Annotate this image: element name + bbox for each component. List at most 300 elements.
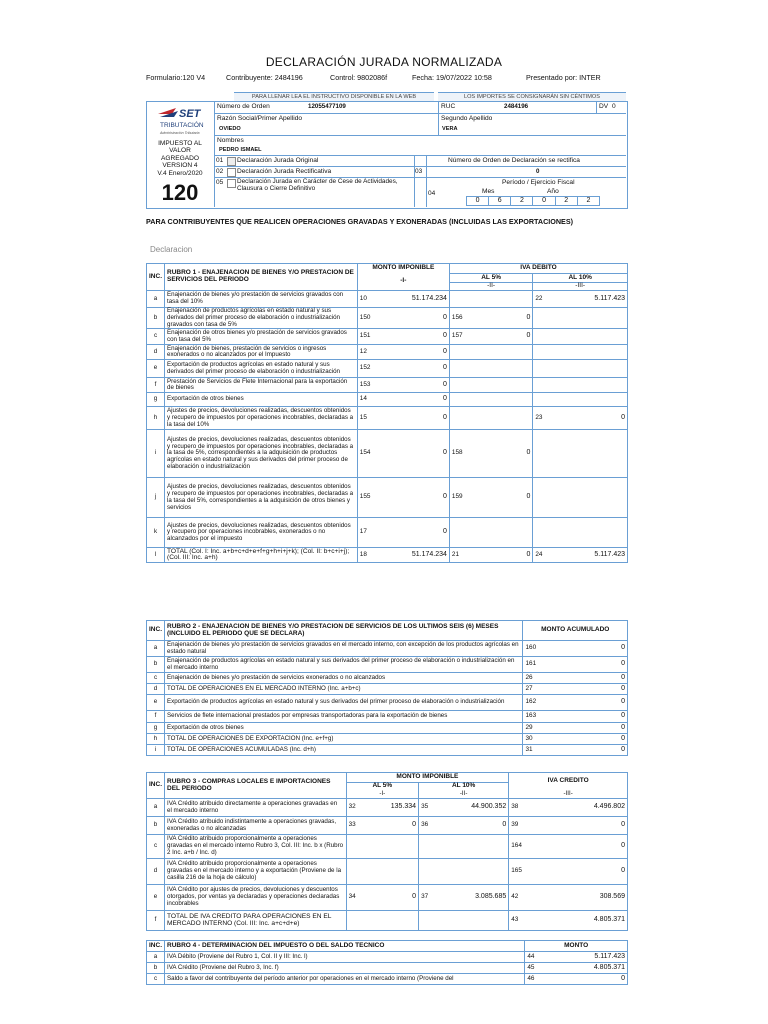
box-value-iva: 0 xyxy=(524,835,628,859)
box-value: 5.117.423 xyxy=(539,952,628,963)
box-value-al5: 0 xyxy=(465,308,533,329)
row-desc: TOTAL (Col. I: Inc. a+b+c+d+e+f+g+h+i+j+k); (Col. II: b+c+i+j); (Col. III: Inc. a+h) xyxy=(165,548,358,563)
box-code: 160 xyxy=(523,641,538,657)
box-code: 39 xyxy=(509,817,524,835)
rubro1-row xyxy=(147,345,628,360)
rubro1-row xyxy=(147,430,628,478)
row-inc: b xyxy=(147,817,165,835)
box-code: 31 xyxy=(523,745,538,756)
box-value-al5 xyxy=(465,407,533,430)
rubro3-title: RUBRO 3 - COMPRAS LOCALES E IMPORTACIONES DEL PERIODO xyxy=(165,773,347,799)
rubro1-row xyxy=(147,548,628,563)
ruc-label: RUC xyxy=(441,103,456,110)
box-code xyxy=(533,518,545,548)
box-code: 15 xyxy=(357,407,372,430)
box-value-al5 xyxy=(465,393,533,407)
rubro4-monto-header: MONTO xyxy=(525,941,628,952)
rubro2-row xyxy=(147,641,628,657)
box-code: 165 xyxy=(509,859,524,885)
nombres-value: PEDRO ISMAEL xyxy=(219,147,262,153)
row-desc: Enajenación de bienes y/o prestación de servicios gravados en el mercado interno, con excepción de los productos agrícolas en estado natural xyxy=(165,641,523,657)
row-inc: g xyxy=(147,393,165,407)
box-code: 162 xyxy=(523,695,538,711)
rubro3-al5-header: AL 5% xyxy=(346,783,418,791)
row-desc: TOTAL DE OPERACIONES EN EL MERCADO INTERNO (Inc. a+b+c) xyxy=(165,684,523,695)
box-code: 22 xyxy=(533,291,545,308)
row-inc: f xyxy=(147,911,165,931)
box-value-al10 xyxy=(545,329,628,345)
rubro1-row xyxy=(147,407,628,430)
row-desc: Enajenación de productos agrícolas en estado natural y sus derivados del primer proceso de elaboración o industrialización en el mercado interno xyxy=(165,657,523,673)
box-value-al5: 0 xyxy=(358,885,419,911)
row-inc: a xyxy=(147,291,165,308)
row-desc: Ajustes de precios, devoluciones realizadas, descuentos obtenidos y recupero de impuestos por operaciones incobrables, declaradas a la tasa de 5%, correspondientes a la adquisición de productos agrícolas en estado natural y sus derivados del primer proceso de elaboración o industrialización xyxy=(165,430,358,478)
box-value: 4.805.371 xyxy=(539,963,628,974)
box-value-al10: 5.117.423 xyxy=(545,548,628,563)
row-inc: h xyxy=(147,407,165,430)
row-desc: Saldo a favor del contribuyente del período anterior por operaciones en el mercado interno (Proviene del xyxy=(165,974,525,985)
row-inc: f xyxy=(147,711,165,723)
box-code: 33 xyxy=(346,817,358,835)
set-logo xyxy=(156,104,212,138)
row-desc: Servicios de flete internacional prestados por empresas transportadoras para la exportación de bienes xyxy=(165,711,523,723)
box-code: 45 xyxy=(525,963,539,974)
row-desc: TOTAL DE OPERACIONES DE EXPORTACION (Inc. e+f+g) xyxy=(165,734,523,745)
row-inc: e xyxy=(147,360,165,378)
box-value-al5: 0 xyxy=(358,817,419,835)
rubro2-row xyxy=(147,673,628,684)
note-instructivo: PARA LLENAR LEA EL INSTRUCTIVO DISPONIBLE EN LA WEB xyxy=(234,92,434,102)
box-value: 0 xyxy=(538,684,627,695)
box-value-monto: 51.174.234 xyxy=(372,291,449,308)
meta-fecha: Fecha: 19/07/2022 10:58 xyxy=(412,73,492,82)
row-inc: k xyxy=(147,518,165,548)
box-code xyxy=(533,393,545,407)
rubro2-row xyxy=(147,695,628,711)
box-code xyxy=(449,407,464,430)
box-value-al5 xyxy=(465,518,533,548)
segundo-apellido-value: VERA xyxy=(442,126,458,132)
row-desc: Exportación de productos agrícolas en estado natural y sus derivados del primer proceso de elaboración o industrialización xyxy=(165,695,523,711)
box-value-al5: 0 xyxy=(465,430,533,478)
rubro1-row xyxy=(147,378,628,393)
row-desc: Ajustes de precios, devoluciones realizadas, descuentos obtenidos y recupero de impuestos por operaciones incobrables, declaradas a la tasa del 10% xyxy=(165,407,358,430)
meta-formulario: Formulario:120 V4 xyxy=(146,73,206,82)
ruc-value: 2484196 xyxy=(504,103,529,110)
box-code: 158 xyxy=(449,430,464,478)
box-value-al10: 0 xyxy=(430,817,509,835)
box-code: 163 xyxy=(523,711,538,723)
rubro1-row xyxy=(147,329,628,345)
rubro1-monto-header: MONTO IMPONIBLE xyxy=(357,264,449,274)
box-value-al5 xyxy=(358,859,419,885)
rubro3-table xyxy=(146,772,628,931)
box-value-iva: 308.569 xyxy=(524,885,628,911)
note-importes: LOS IMPORTES SE CONSIGNARÁN SIN CÉNTIMOS xyxy=(438,92,626,102)
opt2-label: Declaración Jurada Rectificativa xyxy=(237,168,332,175)
box-code: 30 xyxy=(523,734,538,745)
razon-value: OVIEDO xyxy=(219,126,241,132)
box-value-al10: 0 xyxy=(545,407,628,430)
row-desc: Ajustes de precios, devoluciones realizadas, descuentos obtenidos y recupero por operaciones incobrables, exonerados o no alcanzados por el impuesto xyxy=(165,518,358,548)
box-value-al10: 5.117.423 xyxy=(545,291,628,308)
box-code: 26 xyxy=(523,673,538,684)
row-inc: b xyxy=(147,657,165,673)
box-value-iva: 4.805.371 xyxy=(524,911,628,931)
row-desc: Enajenación de bienes, prestación de servicios o ingresos exonerados o no alcanzados por el Impuesto xyxy=(165,345,358,360)
rubro3-al10-header: AL 10% xyxy=(419,783,509,791)
rubro3-row xyxy=(147,859,628,885)
box-code xyxy=(533,378,545,393)
rubro2-row xyxy=(147,711,628,723)
nro-orden-label: Número de Orden xyxy=(217,103,270,110)
box-value-al5: 135.334 xyxy=(358,799,419,817)
box-code: 35 xyxy=(419,799,431,817)
box-value: 0 xyxy=(538,641,627,657)
box-value-al10 xyxy=(545,430,628,478)
box-value-al10 xyxy=(545,518,628,548)
rubro4-inc-header: INC. xyxy=(147,941,165,952)
page-subtitle: PARA CONTRIBUYENTES QUE REALICEN OPERACIONES GRAVADAS Y EXONERADAS (INCLUIDAS LAS EXPORTACIONES) xyxy=(146,217,574,226)
box-value-al10 xyxy=(545,345,628,360)
rectifica-label: Número de Orden de Declaración se rectifica xyxy=(448,157,580,164)
box-value: 0 xyxy=(538,673,627,684)
box-value-monto: 0 xyxy=(372,407,449,430)
row-desc: IVA Crédito (Proviene del Rubro 3, Inc. f) xyxy=(165,963,525,974)
digit-anio-4: 2 xyxy=(577,197,599,206)
segundo-apellido-label: Segundo Apellido xyxy=(441,115,493,122)
row-desc: Enajenación de bienes y/o prestación de servicios gravados con tasa del 10% xyxy=(165,291,358,308)
box-code: 159 xyxy=(449,478,464,518)
opt3-label: Declaración Jurada en Carácter de Cese de Actividades, Clausura o Cierre Definitivo xyxy=(237,178,398,193)
nombres-label: Nombres xyxy=(217,137,244,144)
box-code xyxy=(533,329,545,345)
box-code xyxy=(533,478,545,518)
box-code: 150 xyxy=(357,308,372,329)
rubro3-iva-sub: -III- xyxy=(509,791,628,799)
row-inc: c xyxy=(147,673,165,684)
rubro3-inc-header: INC. xyxy=(147,773,165,799)
section-label: Declaracion xyxy=(150,245,193,254)
dv-label: DV xyxy=(599,103,609,110)
box-code: 18 xyxy=(357,548,372,563)
rubro3-al10-sub: -II- xyxy=(419,791,509,799)
rubro1-row xyxy=(147,478,628,518)
box-code: 154 xyxy=(357,430,372,478)
rubro4-title: RUBRO 4 - DETERMINACION DEL IMPUESTO O DEL SALDO TECNICO xyxy=(165,941,525,952)
rubro1-row xyxy=(147,518,628,548)
digit-anio-1: 2 xyxy=(511,197,533,206)
rubro2-title: RUBRO 2 - ENAJENACION DE BIENES Y/O PRESTACION DE SERVICIOS DE LOS ULTIMOS SEIS (6) MESES (INCLUIDO EL PERIODO QUE SE DECLARA) xyxy=(165,621,523,641)
rubro2-monto-header: MONTO ACUMULADO xyxy=(523,621,628,641)
nro-orden-value: 12055477109 xyxy=(308,103,346,110)
dv-value: 0 xyxy=(612,103,616,110)
box-code xyxy=(449,378,464,393)
row-inc: e xyxy=(147,885,165,911)
rubro1-title: RUBRO 1 - ENAJENACION DE BIENES Y/O PRESTACION DE SERVICIOS DEL PERIODO xyxy=(165,264,358,291)
box-code: 21 xyxy=(449,548,464,563)
box-value-monto: 0 xyxy=(372,308,449,329)
box-code xyxy=(449,393,464,407)
box-value: 0 xyxy=(538,657,627,673)
digit-anio-2: 0 xyxy=(533,197,555,206)
box-code: 42 xyxy=(509,885,524,911)
box-value-monto: 0 xyxy=(372,329,449,345)
row-inc: g xyxy=(147,723,165,734)
meta-contribuyente: Contribuyente: 2484196 xyxy=(226,73,303,82)
box-value-al10 xyxy=(545,308,628,329)
page-title: DECLARACIÓN JURADA NORMALIZADA xyxy=(265,55,503,69)
rubro2-row xyxy=(147,734,628,745)
box-code xyxy=(449,291,464,308)
rubro2-inc-header: INC. xyxy=(147,621,165,641)
box-value-monto: 0 xyxy=(372,518,449,548)
mes-label: Mes xyxy=(482,188,495,195)
rubro2-table xyxy=(146,620,628,756)
box-value: 0 xyxy=(538,745,627,756)
svg-text:TRIBUTACIÓN: TRIBUTACIÓN xyxy=(160,122,204,129)
box-value-iva: 0 xyxy=(524,817,628,835)
box-code xyxy=(449,518,464,548)
box-code: 156 xyxy=(449,308,464,329)
row-desc: Enajenación de bienes y/o prestación de servicios exonerados o no alcanzados xyxy=(165,673,523,684)
row-inc: d xyxy=(147,859,165,885)
box-value-al5 xyxy=(465,345,533,360)
rectifica-value: 0 xyxy=(536,168,540,175)
meta-presentado: Presentado por: INTER xyxy=(526,73,601,82)
box-value-al5 xyxy=(358,911,419,931)
box-code: 46 xyxy=(525,974,539,985)
rubro1-monto-sub: -I- xyxy=(357,274,449,291)
razon-label: Razón Social/Primer Apellido xyxy=(217,115,303,122)
rubro1-row xyxy=(147,393,628,407)
box-value-al10 xyxy=(430,911,509,931)
rubro3-monto-header: MONTO IMPONIBLE xyxy=(346,773,509,783)
box-value-monto: 0 xyxy=(372,345,449,360)
box-value: 0 xyxy=(538,723,627,734)
box-value-al10 xyxy=(430,835,509,859)
box-value-monto: 0 xyxy=(372,430,449,478)
box-value-iva: 0 xyxy=(524,859,628,885)
digit-mes-2: 6 xyxy=(489,197,511,206)
box-code: 10 xyxy=(357,291,372,308)
rubro3-row xyxy=(147,885,628,911)
rubro3-row xyxy=(147,799,628,817)
row-desc: TOTAL DE IVA CREDITO PARA OPERACIONES EN EL MERCADO INTERNO (Col. III: Inc. a+c+d+e) xyxy=(165,911,347,931)
rubro1-row xyxy=(147,291,628,308)
box-value-monto: 0 xyxy=(372,360,449,378)
rubro1-row xyxy=(147,308,628,329)
code-04: 04 xyxy=(428,190,436,197)
box-code: 14 xyxy=(357,393,372,407)
box-code xyxy=(346,911,358,931)
rubro2-row xyxy=(147,723,628,734)
row-inc: b xyxy=(147,308,165,329)
box-code: 43 xyxy=(509,911,524,931)
box-code: 23 xyxy=(533,407,545,430)
box-code: 38 xyxy=(509,799,524,817)
row-desc: Exportación de productos agrícolas en estado natural y sus derivados del primer proceso de elaboración o industrialización xyxy=(165,360,358,378)
row-desc: Ajustes de precios, devoluciones realizadas, descuentos obtenidos y recupero de impuestos por operaciones incobrables, declaradas a la tasa del 5%, correspondientes a la adquisición de otros bienes y servicios xyxy=(165,478,358,518)
box-code: 24 xyxy=(533,548,545,563)
box-value-al10 xyxy=(545,478,628,518)
box-value-al5 xyxy=(465,360,533,378)
box-code: 155 xyxy=(357,478,372,518)
rubro1-iva-header: IVA DEBITO xyxy=(449,264,627,274)
row-desc: IVA Crédito atribuido proporcionalmente a operaciones gravadas en el mercado interno Rubro 3, Col. III: Inc. b x (Rubro 2 Inc. a+b / Inc. d) xyxy=(165,835,347,859)
rubro1-inc-header: INC. xyxy=(147,264,165,291)
box-value-al5: 0 xyxy=(465,478,533,518)
periodo-digits xyxy=(466,196,600,206)
row-inc: d xyxy=(147,684,165,695)
box-value-al10 xyxy=(545,393,628,407)
rubro4-row xyxy=(147,974,628,985)
row-inc: a xyxy=(147,799,165,817)
box-code: 29 xyxy=(523,723,538,734)
box-value-al5 xyxy=(358,835,419,859)
box-value-monto: 0 xyxy=(372,478,449,518)
rubro4-table xyxy=(146,940,628,985)
row-inc: j xyxy=(147,478,165,518)
opt1-code: 01 xyxy=(216,157,224,164)
box-code xyxy=(533,360,545,378)
svg-text:SET: SET xyxy=(179,108,201,120)
box-value-monto: 51.174.234 xyxy=(372,548,449,563)
box-value-iva: 4.496.802 xyxy=(524,799,628,817)
rubro1-row xyxy=(147,360,628,378)
box-value-al5 xyxy=(465,291,533,308)
box-code: 151 xyxy=(357,329,372,345)
row-desc: IVA Crédito atribuido directamente a operaciones gravadas en el mercado interno xyxy=(165,799,347,817)
digit-anio-3: 2 xyxy=(555,197,577,206)
row-inc: c xyxy=(147,974,165,985)
rubro1-table xyxy=(146,263,628,563)
opt3-code: 05 xyxy=(216,179,224,186)
periodo-label: Período / Ejercicio Fiscal xyxy=(502,179,575,186)
row-inc: a xyxy=(147,952,165,963)
box-value: 0 xyxy=(539,974,628,985)
row-inc: a xyxy=(147,641,165,657)
box-code xyxy=(533,345,545,360)
row-desc: Enajenación de otros bienes y/o prestación de servicios gravados con tasa del 5% xyxy=(165,329,358,345)
box-code: 12 xyxy=(357,345,372,360)
opt1-checkbox[interactable] xyxy=(227,157,236,166)
box-value: 0 xyxy=(538,711,627,723)
form-impuesto: IMPUESTO AL VALOR AGREGADO xyxy=(158,140,202,162)
form-vigencia: V.4 Enero/2020 xyxy=(157,169,203,177)
box-code xyxy=(533,430,545,478)
rubro2-row xyxy=(147,657,628,673)
box-code: 17 xyxy=(357,518,372,548)
rubro3-row xyxy=(147,835,628,859)
rubro1-al10-header: AL 10% xyxy=(533,274,628,283)
box-code xyxy=(346,835,358,859)
rubro3-iva-header: IVA CREDITO xyxy=(509,773,628,791)
opt1-label: Declaración Jurada Original xyxy=(237,157,319,164)
box-code xyxy=(419,911,431,931)
box-value-al5: 0 xyxy=(465,329,533,345)
box-code: 152 xyxy=(357,360,372,378)
row-inc: l xyxy=(147,548,165,563)
row-inc: e xyxy=(147,695,165,711)
row-desc: Enajenación de productos agrícolas en estado natural y sus derivados del primer proceso de elaboración o industrialización gravados con tasa de 5% xyxy=(165,308,358,329)
box-value-monto: 0 xyxy=(372,378,449,393)
rubro4-row xyxy=(147,963,628,974)
row-desc: Prestación de Servicios de Flete Internacional para la exportación de bienes xyxy=(165,378,358,393)
box-value-al5 xyxy=(465,378,533,393)
row-inc: c xyxy=(147,329,165,345)
row-inc: b xyxy=(147,963,165,974)
row-inc: d xyxy=(147,345,165,360)
rubro3-row xyxy=(147,817,628,835)
opt2-code: 02 xyxy=(216,168,224,175)
box-value-al10 xyxy=(545,378,628,393)
box-code: 34 xyxy=(346,885,358,911)
form-number: 120 xyxy=(161,180,199,205)
box-code: 153 xyxy=(357,378,372,393)
box-code xyxy=(533,308,545,329)
box-value: 0 xyxy=(538,734,627,745)
row-inc: f xyxy=(147,378,165,393)
box-code: 37 xyxy=(419,885,431,911)
box-code xyxy=(419,835,431,859)
box-code: 36 xyxy=(419,817,431,835)
row-desc: IVA Débito (Proviene del Rubro 1, Col. II y III: Inc. l) xyxy=(165,952,525,963)
box-code: 157 xyxy=(449,329,464,345)
row-desc: Exportación de otros bienes xyxy=(165,723,523,734)
meta-control: Control: 9802086f xyxy=(330,73,388,82)
rubro3-al5-sub: -I- xyxy=(346,791,418,799)
box-code: 164 xyxy=(509,835,524,859)
form-version: VERSION 4 xyxy=(162,162,198,170)
rubro1-al10-sub: -III- xyxy=(533,283,628,291)
digit-mes-1: 0 xyxy=(467,197,489,206)
box-code xyxy=(449,360,464,378)
opt3-checkbox[interactable] xyxy=(227,179,236,188)
box-code xyxy=(346,859,358,885)
rubro1-al5-header: AL 5% xyxy=(449,274,532,283)
opt2-checkbox[interactable] xyxy=(227,168,236,177)
box-value: 0 xyxy=(538,695,627,711)
rubro2-row xyxy=(147,684,628,695)
rubro4-row xyxy=(147,952,628,963)
row-desc: Exportación de otros bienes xyxy=(165,393,358,407)
row-desc: IVA Crédito por ajustes de precios, devoluciones y descuentos otorgados, por ventas ya declaradas y operaciones declaradas incobrables xyxy=(165,885,347,911)
row-inc: i xyxy=(147,430,165,478)
box-value-monto: 0 xyxy=(372,393,449,407)
row-desc: TOTAL DE OPERACIONES ACUMULADAS (Inc. d+h) xyxy=(165,745,523,756)
code-03: 03 xyxy=(415,168,423,175)
anio-label: Año xyxy=(547,188,559,195)
box-value-al5: 0 xyxy=(465,548,533,563)
box-code xyxy=(419,859,431,885)
rubro3-row xyxy=(147,911,628,931)
row-desc: IVA Crédito atribuido proporcionalmente a operaciones gravadas en el mercado interno y a exportación (Proviene de la casilla 216 de la hoja de cálculo) xyxy=(165,859,347,885)
box-value-al10: 3.085.685 xyxy=(430,885,509,911)
box-value-al10: 44.900.352 xyxy=(430,799,509,817)
svg-text:Administración Tributaria: Administración Tributaria xyxy=(160,131,200,135)
box-code: 27 xyxy=(523,684,538,695)
box-code: 161 xyxy=(523,657,538,673)
box-value-al10 xyxy=(430,859,509,885)
box-value-al10 xyxy=(545,360,628,378)
rubro2-row xyxy=(147,745,628,756)
row-inc: h xyxy=(147,734,165,745)
box-code: 32 xyxy=(346,799,358,817)
row-inc: i xyxy=(147,745,165,756)
row-desc: IVA Crédito atribuido indistintamente a operaciones gravadas, exoneradas o no alcanzadas xyxy=(165,817,347,835)
box-code xyxy=(449,345,464,360)
